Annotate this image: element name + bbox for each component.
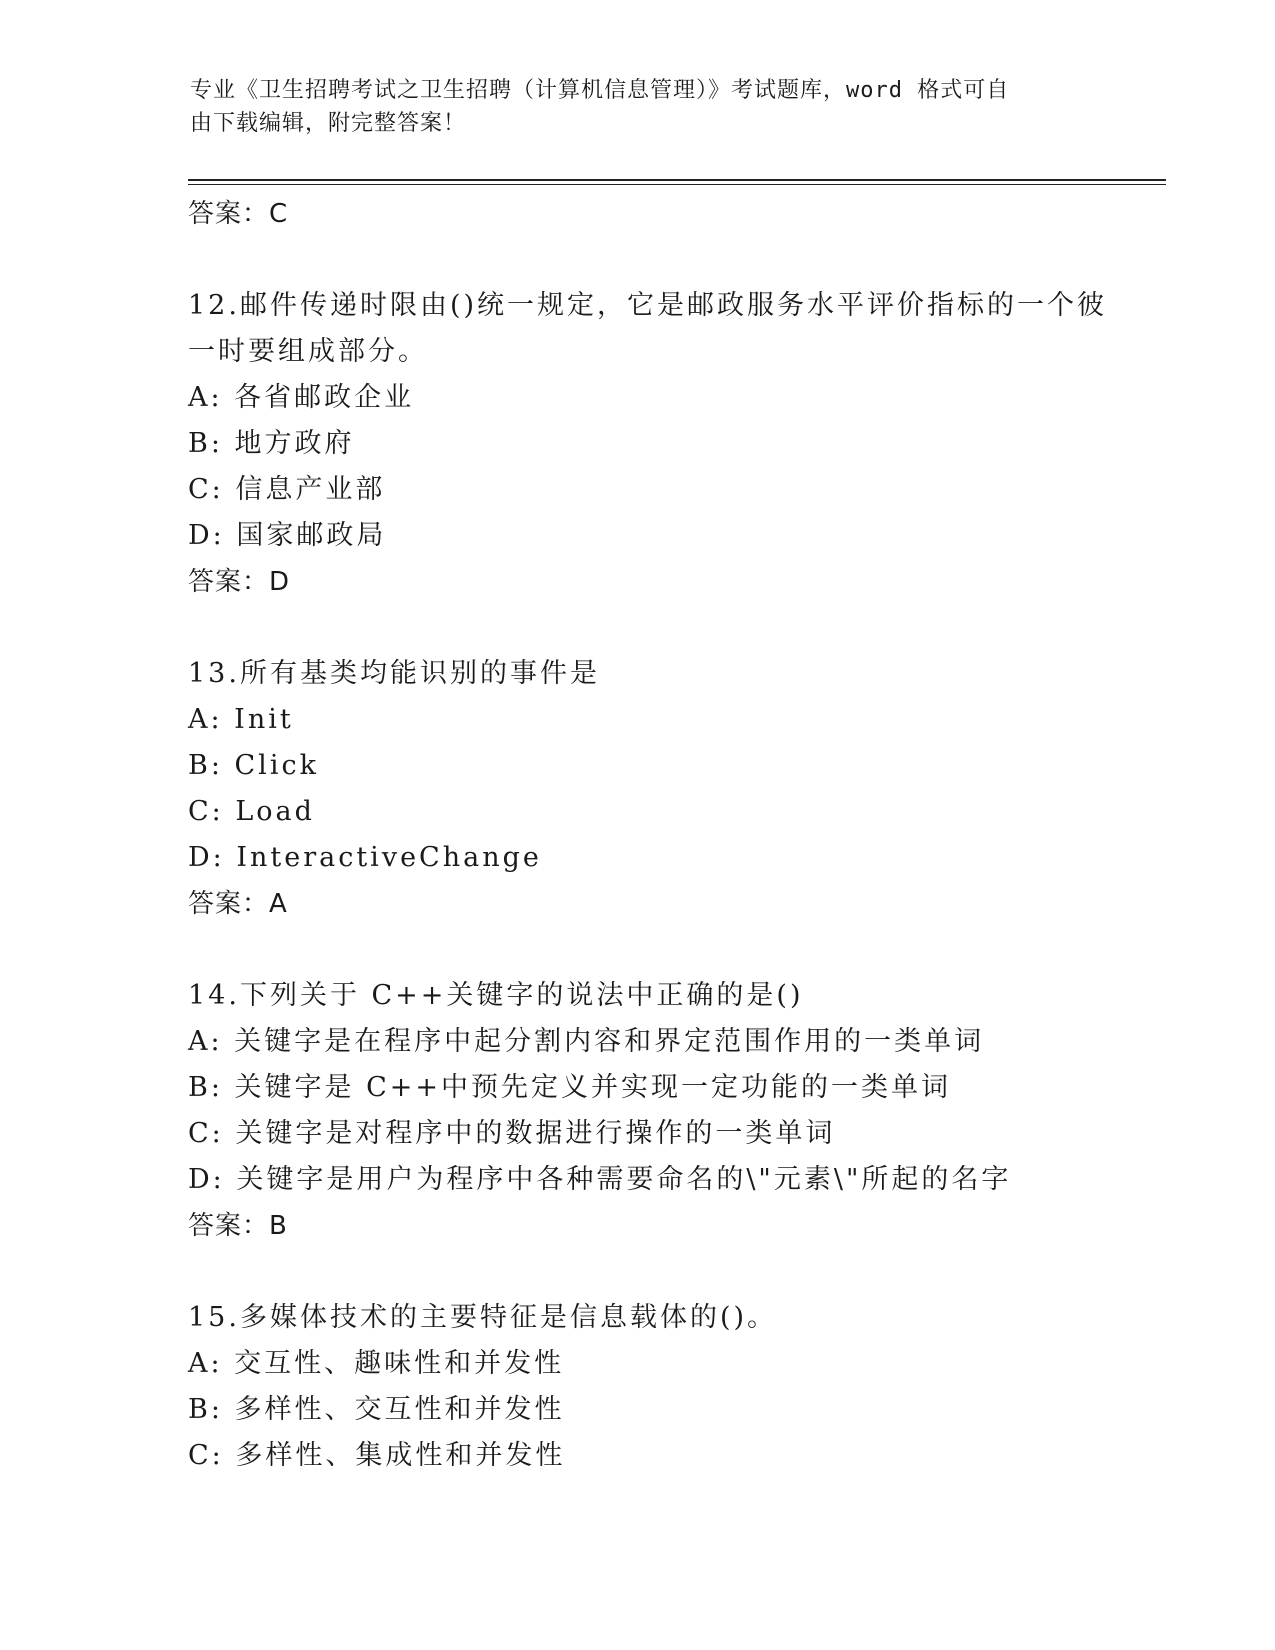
answer: 答案：B (188, 1211, 288, 1241)
option-b: B: 地方政府 (188, 428, 355, 459)
previous-answer: 答案：C (188, 199, 289, 229)
option-d: D: 关键字是用户为程序中各种需要命名的\"元素\"所起的名字 (188, 1164, 1012, 1195)
question-stem: 14.下列关于 C++关键字的说法中正确的是() (188, 980, 804, 1011)
option-c: C: 信息产业部 (188, 474, 386, 505)
option-b: B: 多样性、交互性和并发性 (188, 1394, 565, 1425)
question-14 (188, 973, 1188, 1249)
question-stem: 12.邮件传递时限由()统一规定，它是邮政服务水平评价指标的一个彼 (188, 290, 1108, 321)
option-a: A: 关键字是在程序中起分割内容和界定范围作用的一类单词 (188, 1026, 985, 1057)
answer: 答案：A (188, 889, 288, 919)
question-12 (188, 283, 1188, 605)
question-list (188, 188, 1188, 1479)
header-divider-thick (188, 179, 1166, 181)
question-stem-continued: 一时要组成部分。 (188, 336, 428, 367)
document-header (190, 74, 1090, 140)
question-stem: 15.多媒体技术的主要特征是信息载体的()。 (188, 1302, 778, 1333)
question-stem: 13.所有基类均能识别的事件是 (188, 658, 600, 689)
question-15 (188, 1295, 1188, 1479)
option-a: A: Init (188, 704, 294, 735)
question-13 (188, 651, 1188, 927)
option-b: B: 关键字是 C++中预先定义并实现一定功能的一类单词 (188, 1072, 952, 1103)
header-line-1: 专业《卫生招聘考试之卫生招聘（计算机信息管理）》考试题库，word 格式可自 (190, 78, 1010, 103)
option-b: B: Click (188, 750, 319, 781)
option-d: D: InteractiveChange (188, 842, 542, 873)
option-c: C: 关键字是对程序中的数据进行操作的一类单词 (188, 1118, 836, 1149)
option-d: D: 国家邮政局 (188, 520, 387, 551)
option-a: A: 各省邮政企业 (188, 382, 415, 413)
header-divider-thin (188, 184, 1166, 185)
option-c: C: 多样性、集成性和并发性 (188, 1440, 566, 1471)
option-a: A: 交互性、趣味性和并发性 (188, 1348, 565, 1379)
answer: 答案：D (188, 567, 291, 597)
option-c: C: Load (188, 796, 315, 827)
header-line-2: 由下载编辑，附完整答案！ (190, 111, 467, 136)
